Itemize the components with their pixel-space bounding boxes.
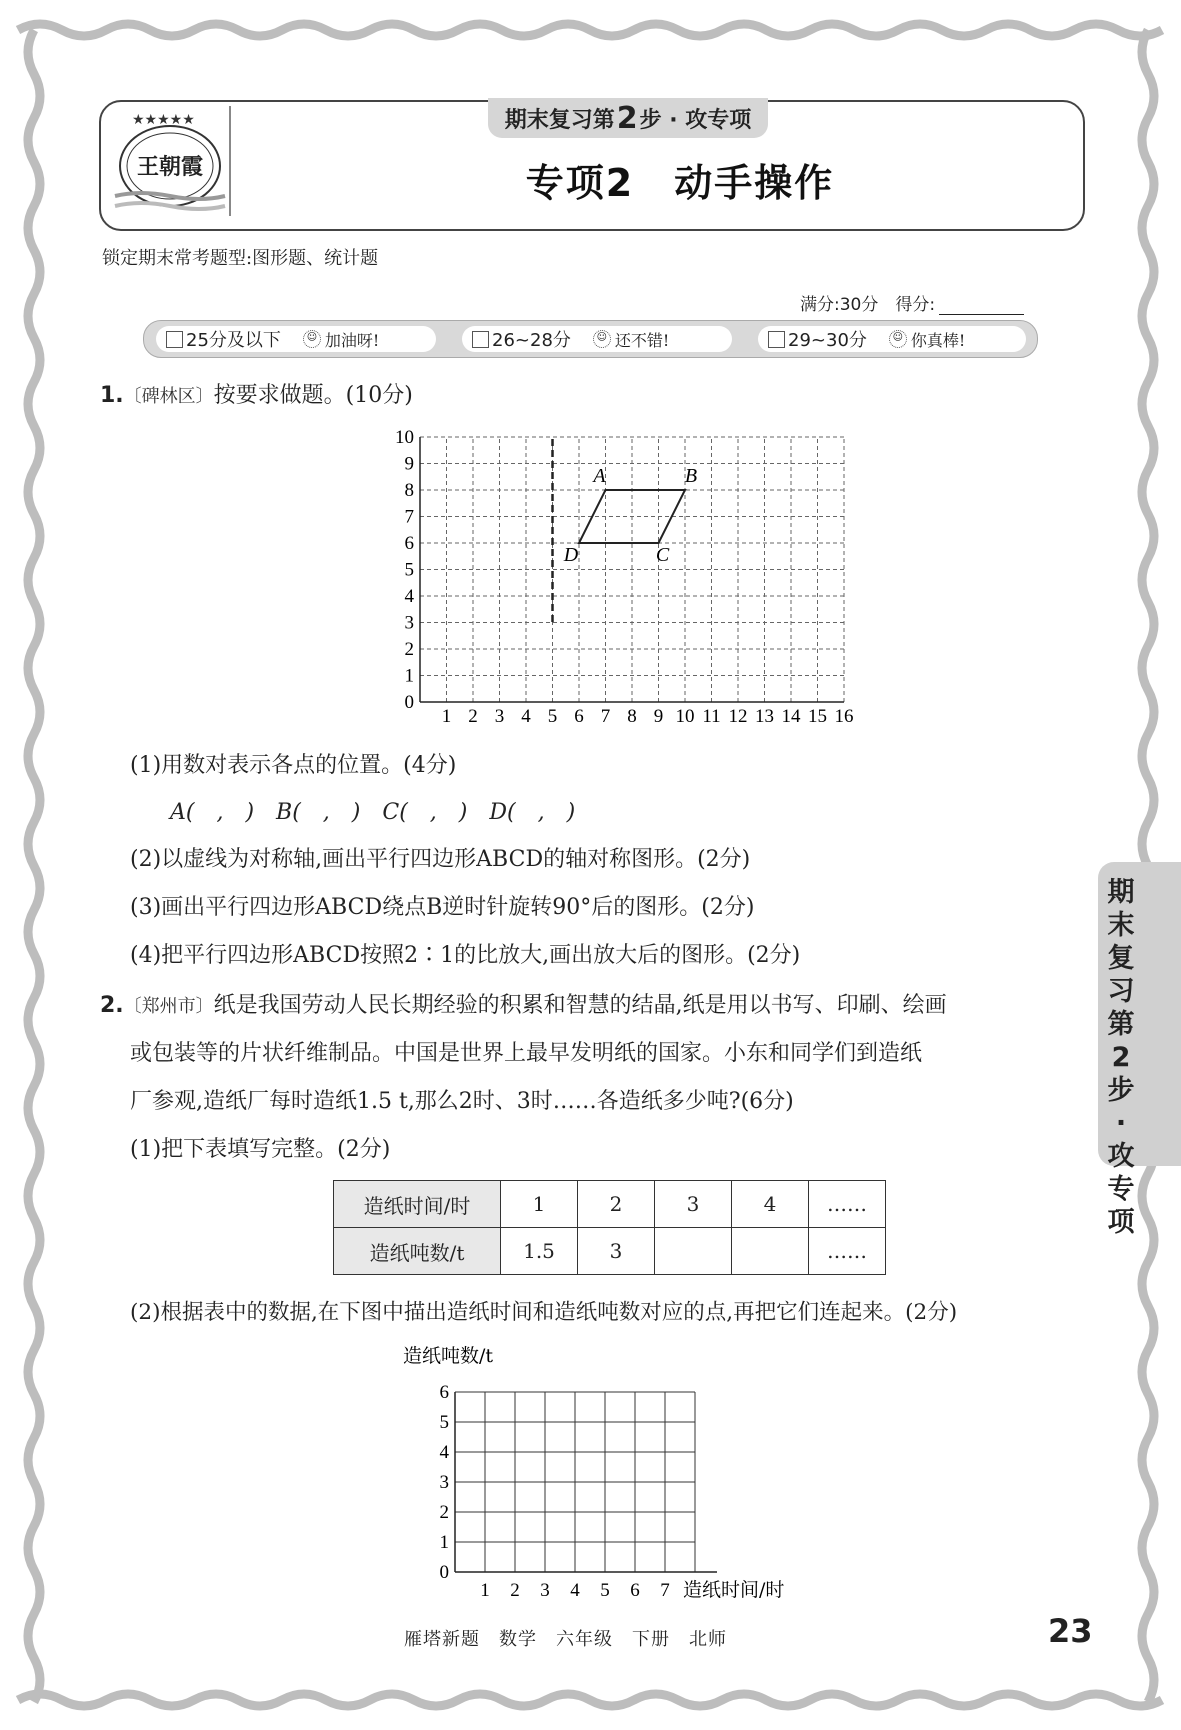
x-tick-label: 5	[600, 1580, 610, 1601]
x-tick-label: 4	[521, 706, 531, 727]
x-tick-label: 1	[480, 1580, 490, 1601]
x-tick-label: 10	[675, 706, 695, 727]
x-tick-label: 12	[728, 706, 748, 727]
table-cell: ……	[809, 1181, 886, 1228]
table-cell: 4	[732, 1181, 809, 1228]
x-tick-label: 1	[441, 706, 452, 727]
rating-range-1: 25分及以下	[186, 330, 281, 351]
table-header-cell: 造纸时间/时	[334, 1181, 501, 1228]
y-tick-label: 9	[404, 453, 414, 475]
x-tick-label: 15	[808, 706, 827, 727]
face-icon: ☺	[889, 330, 907, 348]
logo-divider	[229, 106, 231, 216]
x-tick-label: 16	[834, 706, 854, 727]
table-cell: 3	[655, 1181, 732, 1228]
x-tick-label: 2	[510, 1580, 520, 1601]
x-axis-label: 造纸时间/时	[683, 1579, 785, 1601]
y-tick-label: 0	[439, 1562, 449, 1583]
y-tick-label: 6	[439, 1382, 449, 1403]
q2-source: 〔郑州市〕	[123, 996, 214, 1017]
y-tick-label: 5	[404, 559, 414, 581]
page-number: 23	[1048, 1612, 1093, 1650]
point-label-a: A	[593, 465, 606, 487]
x-tick-label: 11	[702, 706, 721, 727]
stage-tab-number: 2	[616, 100, 638, 136]
page-subtitle: 锁定期末常考题型:图形题、统计题	[102, 248, 379, 269]
y-tick-label: 1	[439, 1532, 449, 1553]
x-tick-label: 14	[781, 706, 801, 727]
q2-line1	[100, 988, 947, 1019]
q2-text-2: 或包装等的片状纤维制品。中国是世界上最早发明纸的国家。小东和同学们到造纸	[130, 1041, 923, 1066]
q2-number: 2.	[100, 993, 124, 1018]
x-tick-label: 3	[494, 706, 505, 727]
coordinate-grid-2	[395, 1340, 825, 1605]
q1-sub2: (2)以虚线为对称轴,画出平行四边形ABCD的轴对称图形。(2分)	[130, 847, 751, 872]
y-tick-label: 5	[439, 1412, 449, 1433]
rating-praise-1: 加油呀!	[324, 330, 380, 350]
table-cell: 1	[501, 1181, 578, 1228]
y-tick-label: 2	[439, 1502, 449, 1523]
svg-text:★★★★★: ★★★★★	[132, 112, 195, 128]
coordinate-grid-1	[385, 425, 865, 730]
table-row	[334, 1228, 886, 1275]
rating-range-2: 26~28分	[492, 330, 571, 351]
q2-sub1: (1)把下表填写完整。(2分)	[130, 1137, 391, 1162]
point-label-c: C	[655, 544, 670, 566]
x-tick-label: 9	[653, 706, 664, 727]
q2-text-1: 纸是我国劳动人民长期经验的积累和智慧的结晶,纸是用以书写、印刷、绘画	[213, 993, 947, 1018]
y-tick-label: 6	[404, 533, 414, 554]
table-cell: ……	[809, 1228, 886, 1275]
table-row	[334, 1181, 886, 1228]
x-tick-label: 2	[468, 706, 478, 727]
x-tick-label: 4	[570, 1580, 580, 1601]
stage-tab-suffix: 步 · 攻专项	[639, 107, 752, 133]
y-tick-label: 0	[404, 692, 414, 713]
table-cell-blank[interactable]	[732, 1228, 809, 1275]
q2-text-3: 厂参观,造纸厂每时造纸1.5 t,那么2时、3时……各造纸多少吨?(6分)	[130, 1089, 794, 1114]
q1-text: 按要求做题。(10分)	[213, 383, 413, 408]
q1-blanks[interactable]: A( , ) B( , ) C( , ) D( , )	[170, 800, 576, 825]
x-tick-label: 5	[547, 706, 558, 727]
score-line	[800, 290, 1024, 315]
table-cell: 1.5	[501, 1228, 578, 1275]
y-tick-label: 7	[404, 506, 414, 528]
svg-text:王朝霞: 王朝霞	[136, 154, 204, 180]
rating-seg-2	[462, 326, 732, 352]
q1-number: 1.	[100, 383, 124, 408]
y-axis-label: 造纸吨数/t	[403, 1345, 494, 1367]
table-cell-blank[interactable]	[655, 1228, 732, 1275]
q1-sub1: (1)用数对表示各点的位置。(4分)	[130, 753, 457, 778]
rating-seg-3	[758, 326, 1026, 352]
point-label-d: D	[563, 544, 579, 566]
q2-sub2: (2)根据表中的数据,在下图中描出造纸时间和造纸吨数对应的点,再把它们连起来。(2分)	[130, 1300, 958, 1325]
rating-seg-1	[156, 326, 436, 352]
rating-checkbox-3[interactable]	[768, 331, 785, 348]
book-footer: 雁塔新题 数学 六年级 下册 北师	[404, 1629, 727, 1650]
table-cell: 2	[578, 1181, 655, 1228]
y-tick-label: 4	[439, 1442, 449, 1463]
y-tick-label: 3	[439, 1472, 449, 1493]
x-tick-label: 7	[600, 706, 611, 727]
q1-source: 〔碑林区〕	[123, 386, 214, 407]
rating-praise-3: 你真棒!	[910, 330, 966, 350]
publisher-logo	[110, 106, 230, 218]
table-cell: 3	[578, 1228, 655, 1275]
rating-checkbox-1[interactable]	[166, 331, 183, 348]
x-tick-label: 13	[755, 706, 774, 727]
stage-tab-prefix: 期末复习第	[504, 107, 615, 133]
rating-range-3: 29~30分	[788, 330, 867, 351]
q1-sub4: (4)把平行四边形ABCD按照2∶1的比放大,画出放大后的图形。(2分)	[130, 943, 801, 968]
y-tick-label: 2	[404, 639, 414, 660]
x-tick-label: 3	[540, 1580, 550, 1601]
y-tick-label: 8	[404, 480, 414, 501]
x-tick-label: 7	[660, 1580, 670, 1601]
q1-sub3: (3)画出平行四边形ABCD绕点B逆时针旋转90°后的图形。(2分)	[130, 895, 755, 920]
rating-checkbox-2[interactable]	[472, 331, 489, 348]
score-label: 满分:30分 得分:	[800, 295, 936, 315]
data-table	[333, 1180, 886, 1275]
y-tick-label: 4	[404, 586, 414, 607]
x-tick-label: 6	[574, 706, 584, 727]
rating-bar	[143, 320, 1038, 358]
x-tick-label: 8	[627, 706, 637, 727]
page-title: 专项2 动手操作	[525, 161, 835, 205]
face-icon: ☺	[303, 330, 321, 348]
y-tick-label: 3	[404, 612, 414, 634]
point-label-b: B	[684, 465, 698, 487]
y-tick-label: 1	[404, 665, 414, 687]
y-tick-label: 10	[395, 427, 414, 448]
side-tab-label: 期末复习第2步·攻专项	[1107, 877, 1135, 1238]
rating-praise-2: 还不错!	[614, 330, 670, 350]
stage-tab	[488, 98, 768, 138]
face-icon: ☺	[593, 330, 611, 348]
x-tick-label: 6	[630, 1580, 640, 1601]
q1-header	[100, 378, 413, 409]
table-header-cell: 造纸吨数/t	[334, 1228, 501, 1275]
score-blank[interactable]	[939, 298, 1024, 315]
